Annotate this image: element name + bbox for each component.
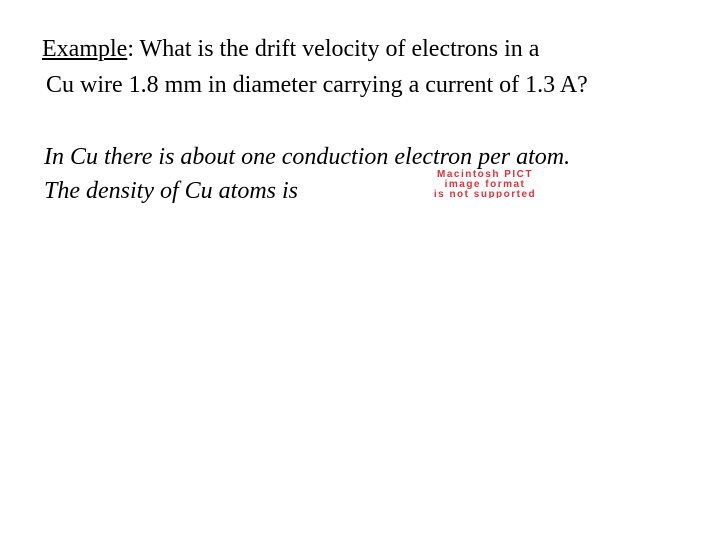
- question-text-1: : What is the drift velocity of electrons in a: [127, 36, 540, 62]
- solution-line-2: The density of Cu atoms is: [44, 178, 299, 204]
- unsupported-image-placeholder: [360, 168, 610, 198]
- example-label: Example: [42, 36, 128, 62]
- placeholder-text-3: is not supported: [433, 189, 537, 198]
- placeholder-text-1: Macintosh PICT: [436, 169, 534, 180]
- question-line-1: [42, 34, 539, 64]
- pict-warning-graphic: [360, 168, 610, 198]
- solution-line-1: In Cu there is about one conduction electron per atom.: [44, 144, 571, 170]
- question-line-2: Cu wire 1.8 mm in diameter carrying a current of 1.3 A?: [46, 72, 588, 98]
- placeholder-text-2: image format: [444, 179, 526, 190]
